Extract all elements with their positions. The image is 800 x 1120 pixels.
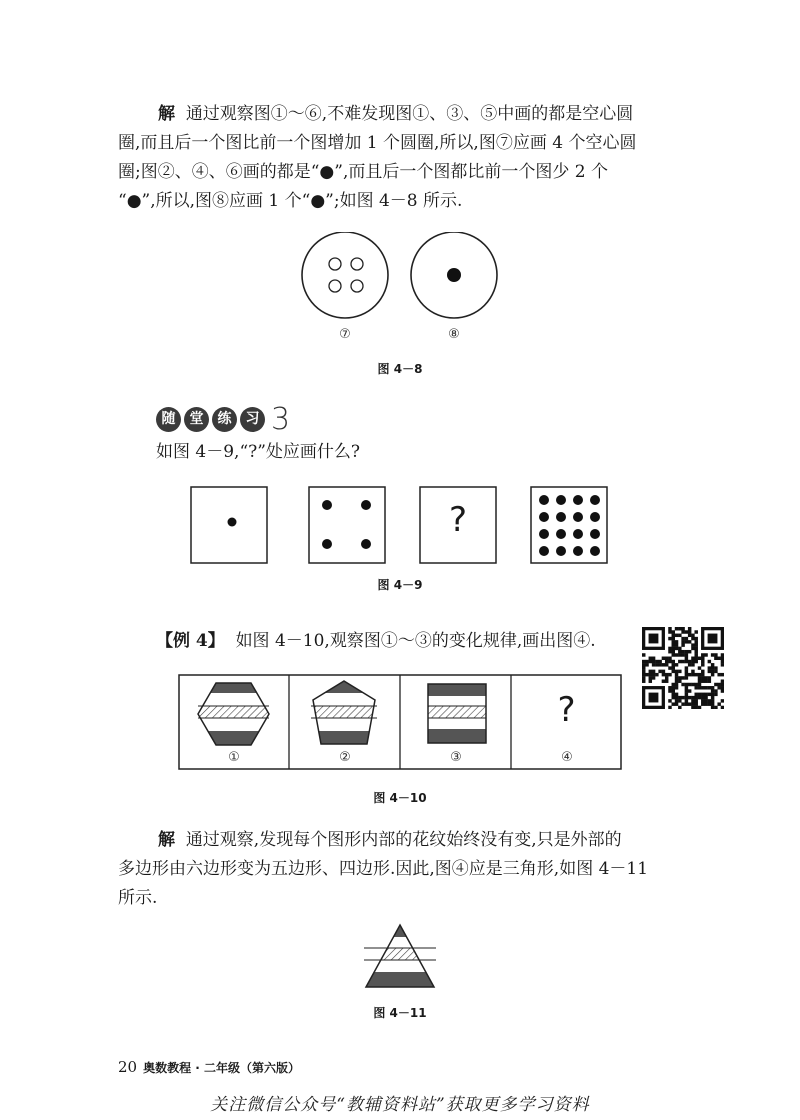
practice-heading [156, 402, 290, 436]
dot-box-1 [191, 487, 267, 563]
circle-figure-8 [411, 232, 497, 318]
page-footer [118, 1058, 300, 1076]
example-4-text: 如图 4－10,观察图①～③的变化规律,画出图④. [235, 631, 596, 651]
page-number: 20 [118, 1058, 138, 1076]
figure-label-1: ① [228, 750, 240, 765]
solution-2-line-3: 所示. [118, 888, 158, 908]
figure-4-8-drawing [300, 232, 500, 322]
figure-4-11-caption: 图 4－11 [373, 1006, 427, 1020]
solution-paragraph-2 [118, 826, 698, 913]
figure-label-7: ⑦ [339, 327, 351, 342]
practice-badge-4: 习 [240, 407, 265, 432]
watermark-text: 关注微信公众号“教辅资料站”获取更多学习资料 [210, 1095, 590, 1115]
figure-4-9-drawing [190, 486, 610, 566]
solution-text-line-2: 圈,而且后一个图比前一个图增加 1 个圆圈,所以,图⑦应画 4 个空心圆 [118, 133, 637, 153]
figure-label-8: ⑧ [448, 327, 460, 342]
solution-text-line-1: 通过观察图①～⑥,不难发现图①、③、⑤中画的都是空心圆 [185, 104, 634, 124]
figure-label-2: ② [339, 750, 351, 765]
dot-box-4 [309, 487, 385, 563]
striped-hexagon [193, 683, 273, 745]
figure-label-3: ③ [450, 750, 462, 765]
example-4 [156, 627, 636, 656]
solution-2-line-1: 通过观察,发现每个图形内部的花纹始终没有变,只是外部的 [185, 830, 622, 850]
book-title: 奥数教程 · 二年级（第六版） [143, 1061, 301, 1075]
figure-4-8-caption: 图 4－8 [377, 362, 423, 376]
solution-text-line-3: 圈;图②、④、⑥画的都是“●”,而且后一个图都比前一个图少 2 个 [118, 162, 608, 182]
striped-pentagon [308, 681, 380, 744]
practice-question: 如图 4－9,“?”处应画什么? [156, 442, 361, 462]
solution-label: 解 [158, 104, 175, 124]
practice-badge-2: 堂 [184, 407, 209, 432]
dot-box-16 [531, 487, 607, 563]
figure-4-10-caption: 图 4－10 [373, 791, 427, 805]
qr-code-image [642, 627, 724, 709]
example-4-label: 【例 4】 [156, 631, 225, 651]
circle-figure-7 [302, 232, 388, 318]
practice-number: 3 [271, 401, 291, 437]
question-mark-4-10: ? [557, 690, 576, 730]
figure-label-4: ④ [561, 750, 573, 765]
solution-2-label: 解 [158, 830, 175, 850]
figure-4-9-caption: 图 4－9 [377, 578, 423, 592]
striped-square [428, 684, 486, 743]
solution-2-line-2: 多边形由六边形变为五边形、四边形.因此,图④应是三角形,如图 4－11 [118, 859, 649, 879]
practice-badge-1: 随 [156, 407, 181, 432]
solution-paragraph-1 [118, 100, 698, 216]
question-mark-4-9: ? [448, 500, 468, 540]
solution-text-line-4: “●”,所以,图⑧应画 1 个“●”;如图 4－8 所示. [118, 191, 463, 211]
practice-badge-3: 练 [212, 407, 237, 432]
striped-triangle [364, 923, 436, 989]
